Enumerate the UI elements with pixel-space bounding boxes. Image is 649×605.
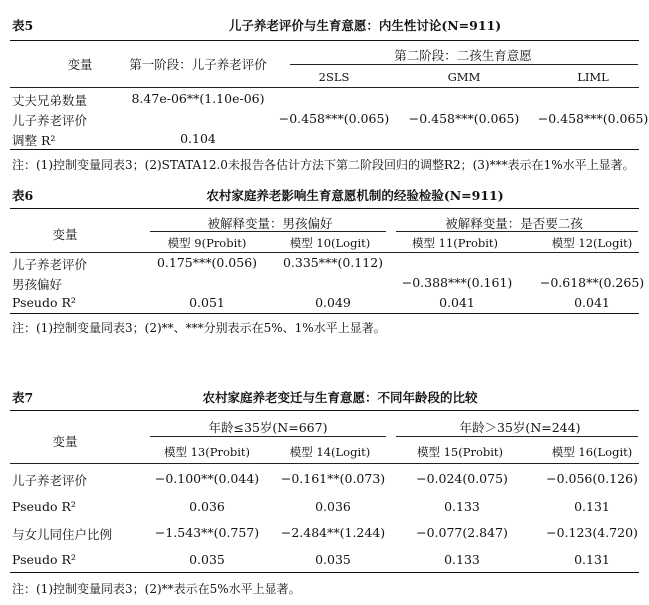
cell: −0.100**(0.044) xyxy=(154,471,260,486)
table5-col-var: 变量 xyxy=(67,57,93,72)
table7-title: 农村家庭养老变迁与生育意愿：不同年龄段的比较 xyxy=(202,390,478,405)
table7-group1: 年龄≤35岁(N=667) xyxy=(208,420,328,435)
table6-group2: 被解释变量：是否要二孩 xyxy=(445,216,583,231)
table5-header-rule xyxy=(10,87,639,88)
cell: −0.077(2.847) xyxy=(416,525,508,540)
table6-group1-rule xyxy=(150,231,386,232)
table5-bottom-rule xyxy=(10,149,639,150)
cell: 0.133 xyxy=(444,552,480,567)
row-label: Pseudo R² xyxy=(12,552,76,567)
row-label: 丈夫兄弟数量 xyxy=(12,93,88,108)
row-label: 调整 R² xyxy=(12,133,56,148)
table7-note: 注：(1)控制变量同表3；(2)**表示在5%水平上显著。 xyxy=(12,582,301,596)
table7-model14: 模型 14(Logit) xyxy=(289,445,371,459)
cell: 0.036 xyxy=(315,499,351,514)
row-label: 儿子养老评价 xyxy=(12,113,88,128)
row-label: 儿子养老评价 xyxy=(12,257,88,272)
cell: −1.543**(0.757) xyxy=(154,525,260,540)
cell-stage1: 8.47e-06**(1.10e-06) xyxy=(131,91,265,106)
cell: 0.035 xyxy=(315,552,351,567)
table7-col-var: 变量 xyxy=(52,434,78,449)
table5-title: 儿子养老评价与生育意愿：内生性讨论(N=911) xyxy=(228,18,502,33)
table6-group1: 被解释变量：男孩偏好 xyxy=(207,216,333,231)
table7-top-rule xyxy=(10,410,639,411)
cell: 0.133 xyxy=(444,499,480,514)
table7-group1-rule xyxy=(150,436,386,437)
cell-2sls: −0.458***(0.065) xyxy=(278,111,390,126)
cell: −2.484**(1.244) xyxy=(280,525,386,540)
cell: 0.175***(0.056) xyxy=(156,255,258,270)
cell: 0.131 xyxy=(574,552,610,567)
table6-note: 注：(1)控制变量同表3；(2)**、***分别表示在5%、1%水平上显著。 xyxy=(12,321,386,335)
row-label: 男孩偏好 xyxy=(12,277,63,292)
row-label: 儿子养老评价 xyxy=(12,473,88,488)
cell-stage1: 0.104 xyxy=(180,131,216,146)
table6-model12: 模型 12(Logit) xyxy=(551,236,633,250)
table5-col-2sls: 2SLS xyxy=(318,70,350,84)
table5-label: 表5 xyxy=(12,18,34,33)
table6-model10: 模型 10(Logit) xyxy=(289,236,371,250)
cell: −0.056(0.126) xyxy=(546,471,638,486)
cell-gmm: −0.458***(0.065) xyxy=(408,111,520,126)
table7-model15: 模型 15(Probit) xyxy=(416,445,504,459)
table6-label: 表6 xyxy=(12,188,34,203)
row-label: Pseudo R² xyxy=(12,499,76,514)
table7-group2: 年龄＞35岁(N=244) xyxy=(459,420,581,435)
cell: 0.035 xyxy=(189,552,225,567)
table6-top-rule xyxy=(10,208,639,209)
table5-col-stage2: 第二阶段：二孩生育意愿 xyxy=(394,48,532,63)
table6-col-var: 变量 xyxy=(52,227,78,242)
table6-header-rule xyxy=(10,252,639,253)
table7-label: 表7 xyxy=(12,390,34,405)
table5-col-liml: LIML xyxy=(577,70,609,84)
cell: −0.123(4.720) xyxy=(546,525,638,540)
cell: −0.388***(0.161) xyxy=(401,275,513,290)
table6-model11: 模型 11(Probit) xyxy=(411,236,499,250)
cell: −0.618**(0.265) xyxy=(539,275,645,290)
row-label: Pseudo R² xyxy=(12,295,76,310)
cell: −0.024(0.075) xyxy=(416,471,508,486)
table7-model13: 模型 13(Probit) xyxy=(163,445,251,459)
table5-col-gmm: GMM xyxy=(447,70,481,84)
table5-top-rule xyxy=(10,40,639,41)
table6-title: 农村家庭养老影响生育意愿机制的经验检验(N=911) xyxy=(206,188,504,203)
table5-note: 注：(1)控制变量同表3；(2)STATA12.0未报告各估计方法下第二阶段回归的调整R2；(3)***表示在1%水平上显著。 xyxy=(12,158,635,172)
cell: 0.041 xyxy=(439,295,475,310)
cell: 0.335***(0.112) xyxy=(282,255,384,270)
cell: 0.131 xyxy=(574,499,610,514)
cell: 0.041 xyxy=(574,295,610,310)
row-label: 与女儿同住户比例 xyxy=(12,527,113,542)
table7-group2-rule xyxy=(396,436,638,437)
table6-model9: 模型 9(Probit) xyxy=(167,236,247,250)
table6-group2-rule xyxy=(396,231,638,232)
table7-model16: 模型 16(Logit) xyxy=(551,445,633,459)
cell-liml: −0.458***(0.065) xyxy=(537,111,649,126)
cell: −0.161**(0.073) xyxy=(280,471,386,486)
table7-header-rule xyxy=(10,463,639,464)
cell: 0.051 xyxy=(189,295,225,310)
table6-bottom-rule xyxy=(10,313,639,314)
table5-stage2-rule xyxy=(290,64,638,65)
cell: 0.036 xyxy=(189,499,225,514)
cell: 0.049 xyxy=(315,295,351,310)
table5-col-stage1: 第一阶段：儿子养老评价 xyxy=(129,57,267,72)
table7-bottom-rule xyxy=(10,572,639,573)
